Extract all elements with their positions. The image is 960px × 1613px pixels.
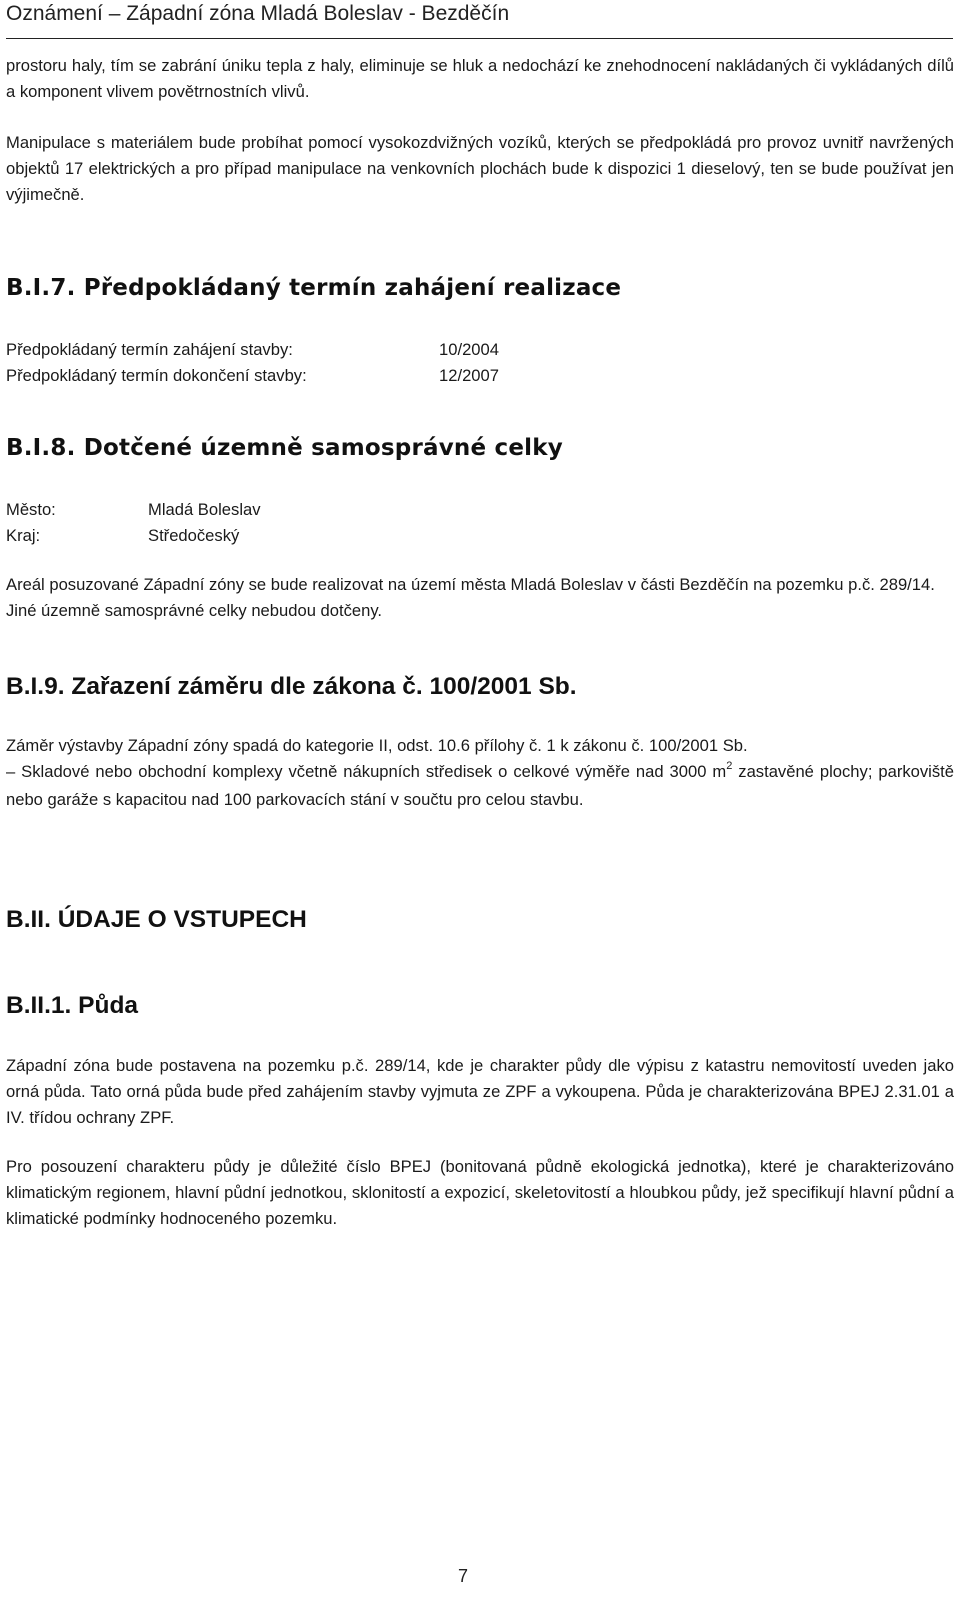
category-detail-text-end: zastavěné plochy; parkoviště nebo garáže s kapacitou nad 100 parkovacích stání v součtu pro celou stavbu. (6, 762, 955, 809)
category-detail-text: – Skladové nebo obchodní komplexy včetně nákupních středisek o celkové výměře nad 3000 m (6, 762, 727, 781)
paragraph-area: Areál posuzované Západní zóny se bude realizovat na území města Mladá Boleslav v části Bezděčín na pozemku p.č. 289/14. Jiné územně samosprávné celky nebudou dotčeny. (6, 575, 935, 620)
region-label: Kraj: (6, 526, 41, 545)
region-value: Mladá Boleslav (148, 500, 261, 519)
header-title: Oznámení – Západní zóna Mladá Boleslav - Bezděčín (6, 2, 510, 25)
paragraph-manipulation: Manipulace s materiálem bude probíhat pomocí vysokozdvižných vozíků, kterých se předpokládá pro provoz uvnitř navržených objektů 17 elektrických a pro případ manipulace na venkovních plochách bude k dispozici 1 dieselový, ten se bude používat jen výjimečně. (6, 133, 954, 204)
term-row-start (6, 340, 954, 364)
paragraph-category: Záměr výstavby Západní zóny spadá do kategorie II, odst. 10.6 přílohy č. 1 k zákonu č. 100/2001 Sb. (6, 736, 748, 755)
paragraph-block (6, 53, 954, 105)
section-heading-b2: B.II. ÚDAJE O VSTUPECH (6, 906, 307, 933)
paragraph-continuation: prostoru haly, tím se zabrání úniku tepla z haly, eliminuje se hluk a nedochází ke znehodnocení nakládaných či vykládaných dílů a komponent vlivem povětrnostních vlivů. (6, 56, 954, 101)
superscript: 2 (726, 760, 733, 772)
paragraph-block (6, 1053, 954, 1131)
region-value: Středočeský (148, 526, 240, 545)
paragraph-category-detail (6, 759, 954, 813)
term-row-end (6, 366, 954, 390)
region-row-city (6, 500, 954, 524)
paragraph-block (6, 572, 954, 624)
section-heading-b17: B.I.7. Předpokládaný termín zahájení realizace (6, 275, 622, 301)
paragraph-block (6, 130, 954, 208)
section-heading-b18: B.I.8. Dotčené územně samosprávné celky (6, 435, 563, 461)
paragraph-block (6, 1154, 954, 1232)
page-number: 7 (458, 1566, 469, 1586)
term-value: 12/2007 (439, 366, 499, 385)
paragraph-bpej: Pro posouzení charakteru půdy je důležité číslo BPEJ (bonitovaná půdně ekologická jednotka), které je charakterizováno klimatickým regionem, hlavní půdní jednotkou, sklonitostí a expozicí, skeletovitostí a hloubkou půdy, jež specifikují hlavní půdní a klimatické podmínky hodnoceného pozemku. (6, 1157, 954, 1228)
term-label: Předpokládaný termín dokončení stavby: (6, 366, 307, 385)
section-heading-b21: B.II.1. Půda (6, 992, 139, 1019)
paragraph-soil: Západní zóna bude postavena na pozemku p.č. 289/14, kde je charakter půdy dle výpisu z katastru nemovitostí uveden jako orná půda. Tato orná půda bude před zahájením stavby vyjmuta ze ZPF a vykoupena. Půda je charakterizována BPEJ 2.31.01 a IV. třídou ochrany ZPF. (6, 1056, 954, 1127)
region-row-county (6, 526, 954, 550)
section-heading-b19: B.I.9. Zařazení záměru dle zákona č. 100/2001 Sb. (6, 673, 577, 700)
term-value: 10/2004 (439, 340, 499, 359)
region-label: Město: (6, 500, 56, 519)
paragraph-block (6, 733, 954, 813)
page-header (6, 0, 953, 39)
term-label: Předpokládaný termín zahájení stavby: (6, 340, 293, 359)
